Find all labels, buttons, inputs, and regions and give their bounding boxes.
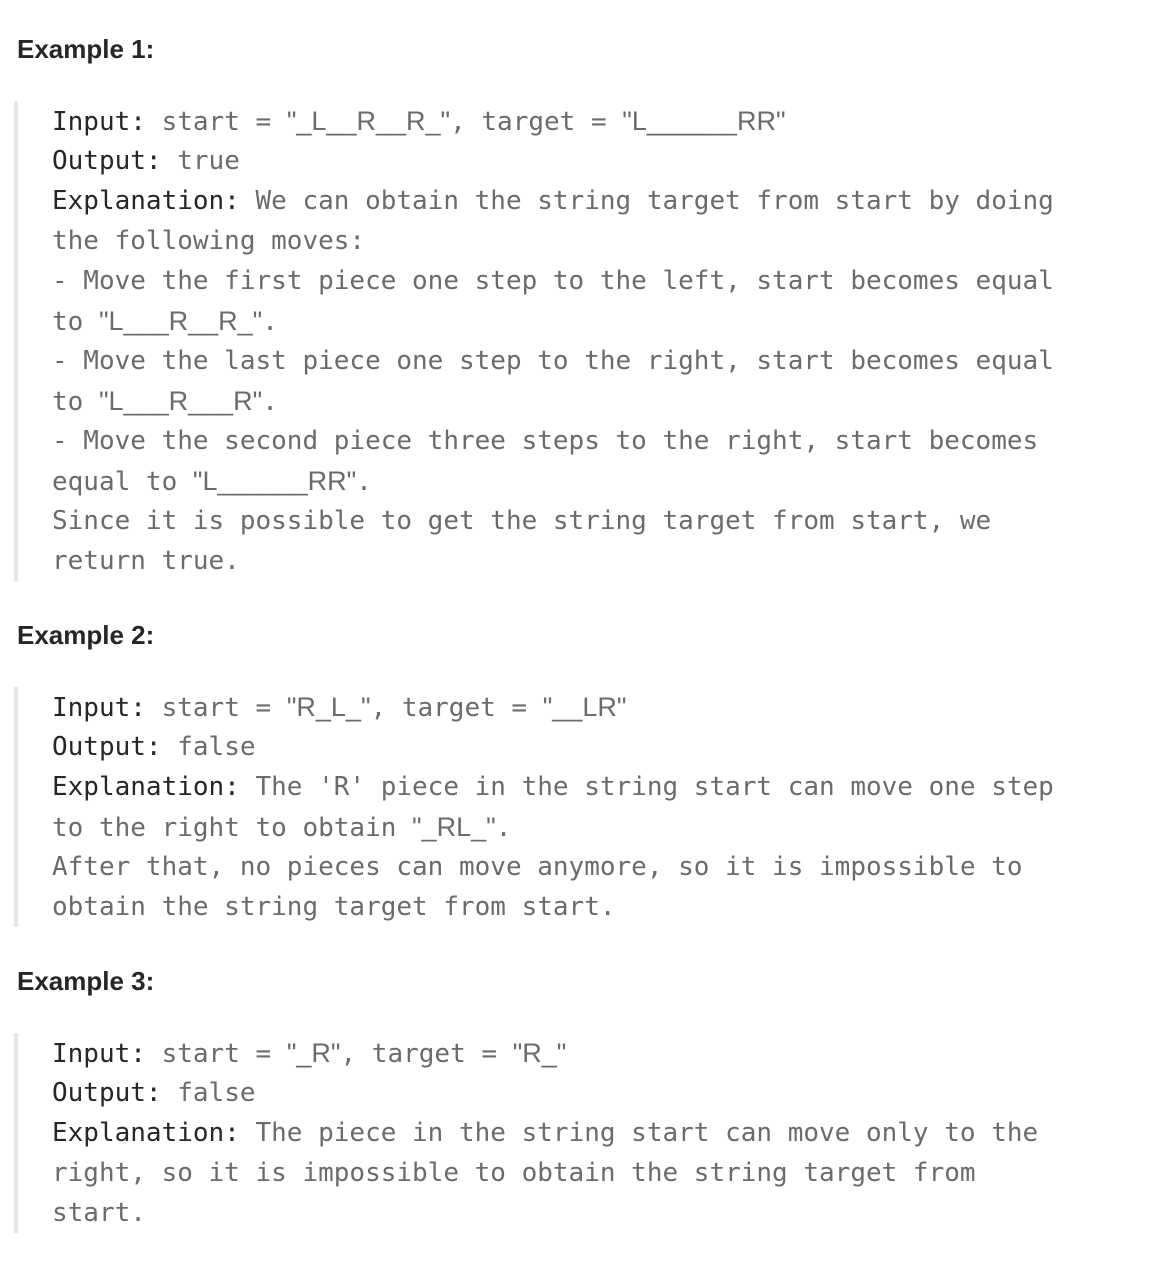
example-2-heading: Example 2: (17, 620, 155, 650)
example-3-explanation-line-3: start. (52, 1198, 146, 1228)
target-value: "R_" (512, 1038, 567, 1068)
example-2-explanation-line-1 (52, 767, 1154, 807)
explanation-text: We can obtain the string target from start by doing (239, 186, 1054, 216)
move-3-value: "L______RR" (192, 466, 357, 496)
example-1-move-1-result (52, 301, 1154, 341)
example-3-explanation-line-2: right, so it is impossible to obtain the string target from (52, 1158, 976, 1188)
output-value: true (161, 146, 240, 176)
start-prefix: start = (145, 693, 287, 723)
output-label: Output: (52, 732, 162, 762)
start-value: "_R" (286, 1038, 341, 1068)
example-3-heading: Example 3: (17, 966, 155, 996)
explanation-value: "_RL_" (412, 812, 496, 842)
example-3-block (14, 1033, 1154, 1233)
example-3-input-line (52, 1033, 1154, 1073)
move-1-end: . (262, 307, 278, 337)
example-3-output-line (52, 1073, 1154, 1113)
move-2-to: to (52, 387, 99, 417)
example-1-move-3-result (52, 461, 1154, 501)
explanation-prefix: to the right to obtain (52, 813, 413, 843)
example-1-conclusion-line-1: Since it is possible to get the string target from start, we (52, 506, 992, 536)
example-3-explanation-line-1 (52, 1113, 1154, 1153)
explanation-end: . (495, 813, 512, 843)
input-label: Input: (52, 107, 146, 137)
example-2-explanation-line-4: obtain the string target from start. (52, 892, 616, 922)
explanation-label: Explanation: (52, 186, 240, 216)
example-2-explanation-line-3: After that, no pieces can move anymore, so it is impossible to (52, 852, 1023, 882)
output-label: Output: (52, 146, 162, 176)
example-2-block (14, 687, 1154, 927)
start-value: "_L__R__R_" (286, 106, 451, 136)
example-1-explanation-line-2: the following moves: (52, 226, 366, 256)
example-1-explanation-line-1 (52, 181, 1154, 221)
target-value: "__LR" (542, 692, 627, 722)
move-3-to: equal to (52, 467, 193, 497)
move-1-to: to (52, 307, 99, 337)
output-value: false (161, 1078, 256, 1108)
example-1-heading: Example 1: (17, 34, 155, 64)
example-2-explanation-line-2 (52, 807, 1154, 847)
explanation-label: Explanation: (52, 1118, 240, 1148)
input-label: Input: (52, 1039, 146, 1069)
example-1-move-2-result (52, 381, 1154, 421)
move-2-end: . (262, 387, 278, 417)
move-1-value: "L___R__R_" (98, 306, 263, 336)
example-1-output-line (52, 141, 1154, 181)
input-label: Input: (52, 693, 146, 723)
example-1-conclusion-line-2: return true. (52, 546, 240, 576)
target-prefix: , target = (340, 1039, 513, 1069)
explanation-text: The piece in the string start can move only to the (239, 1118, 1039, 1148)
example-1-input-line (52, 101, 1154, 141)
target-value: "L______RR" (622, 106, 786, 136)
target-prefix: , target = (450, 107, 623, 137)
example-2-output-line (52, 727, 1154, 767)
output-value: false (161, 732, 256, 762)
example-1-move-2-line: - Move the last piece one step to the right, start becomes equal (52, 346, 1054, 376)
start-value: "R_L_" (286, 692, 371, 722)
target-prefix: , target = (370, 693, 543, 723)
explanation-label: Explanation: (52, 772, 240, 802)
explanation-text: The 'R' piece in the string start can move one step (239, 772, 1054, 802)
move-3-end: . (356, 467, 372, 497)
output-label: Output: (52, 1078, 162, 1108)
start-prefix: start = (145, 1039, 287, 1069)
start-prefix: start = (145, 107, 287, 137)
example-2-input-line (52, 687, 1154, 727)
example-1-block (14, 101, 1154, 581)
move-2-value: "L___R___R" (98, 386, 263, 416)
example-1-move-3-line: - Move the second piece three steps to the right, start becomes (52, 426, 1039, 456)
example-1-move-1-line: - Move the first piece one step to the left, start becomes equal (52, 266, 1054, 296)
